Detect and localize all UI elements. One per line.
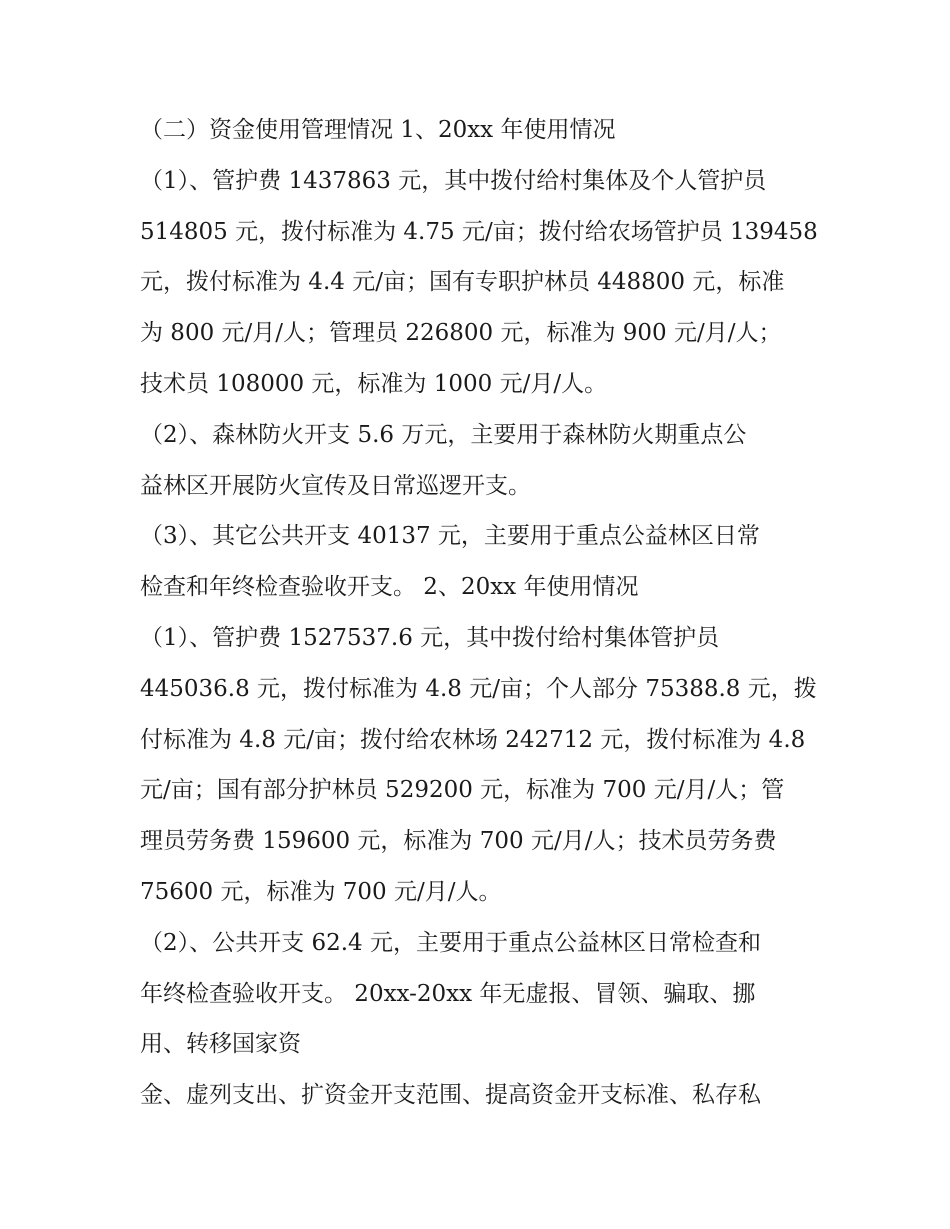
text-line: 为 800 元/月/人；管理员 226800 元，标准为 900 元/月/人； xyxy=(140,320,782,347)
text-line: （3）、其它公共开支 40137 元，主要用于重点公益林区日常 xyxy=(140,523,760,550)
text-line: （2）、公共开支 62.4 元，主要用于重点公益林区日常检查和 xyxy=(140,929,761,956)
text-line: 金、虚列支出、扩资金开支范围、提高资金开支标准、私存私 xyxy=(140,1082,761,1109)
text-line: 年终检查验收开支。 20xx-20xx 年无虚报、冒领、骗取、挪 xyxy=(140,980,756,1007)
text-line: 技术员 108000 元，标准为 1000 元/月/人。 xyxy=(140,370,608,397)
text-line: 元/亩；国有部分护林员 529200 元，标准为 700 元/月/人；管 xyxy=(140,777,785,804)
text-line: 付标准为 4.8 元/亩；拨付给农林场 242712 元，拨付标准为 4.8 xyxy=(140,726,806,753)
text-line: （1）、管护费 1437863 元，其中拨付给村集体及个人管护员 xyxy=(140,167,767,194)
text-line: 75600 元，标准为 700 元/月/人。 xyxy=(140,878,502,905)
document-body xyxy=(140,112,820,1128)
text-line: 理员劳务费 159600 元，标准为 700 元/月/人；技术员劳务费 xyxy=(140,828,777,855)
text-line: （二）资金使用管理情况 1、20xx 年使用情况 xyxy=(140,117,616,143)
text-line: 益林区开展防火宣传及日常巡逻开支。 xyxy=(140,472,531,499)
text-line: （2）、森林防火开支 5.6 万元，主要用于森林防火期重点公 xyxy=(140,421,747,448)
text-line: 用、转移国家资 xyxy=(140,1031,301,1058)
text-line: 445036.8 元，拨付标准为 4.8 元/亩；个人部分 75388.8 元，拨 xyxy=(140,675,817,702)
text-line: 元，拨付标准为 4.4 元/亩；国有专职护林员 448800 元，标准 xyxy=(140,269,785,296)
text-line: 检查和年终检查验收开支。 2、20xx 年使用情况 xyxy=(140,574,639,601)
text-line: （1）、管护费 1527537.6 元，其中拨付给村集体管护员 xyxy=(140,624,720,651)
text-line: 514805 元，拨付标准为 4.75 元/亩；拨付给农场管护员 139458 xyxy=(140,218,818,245)
